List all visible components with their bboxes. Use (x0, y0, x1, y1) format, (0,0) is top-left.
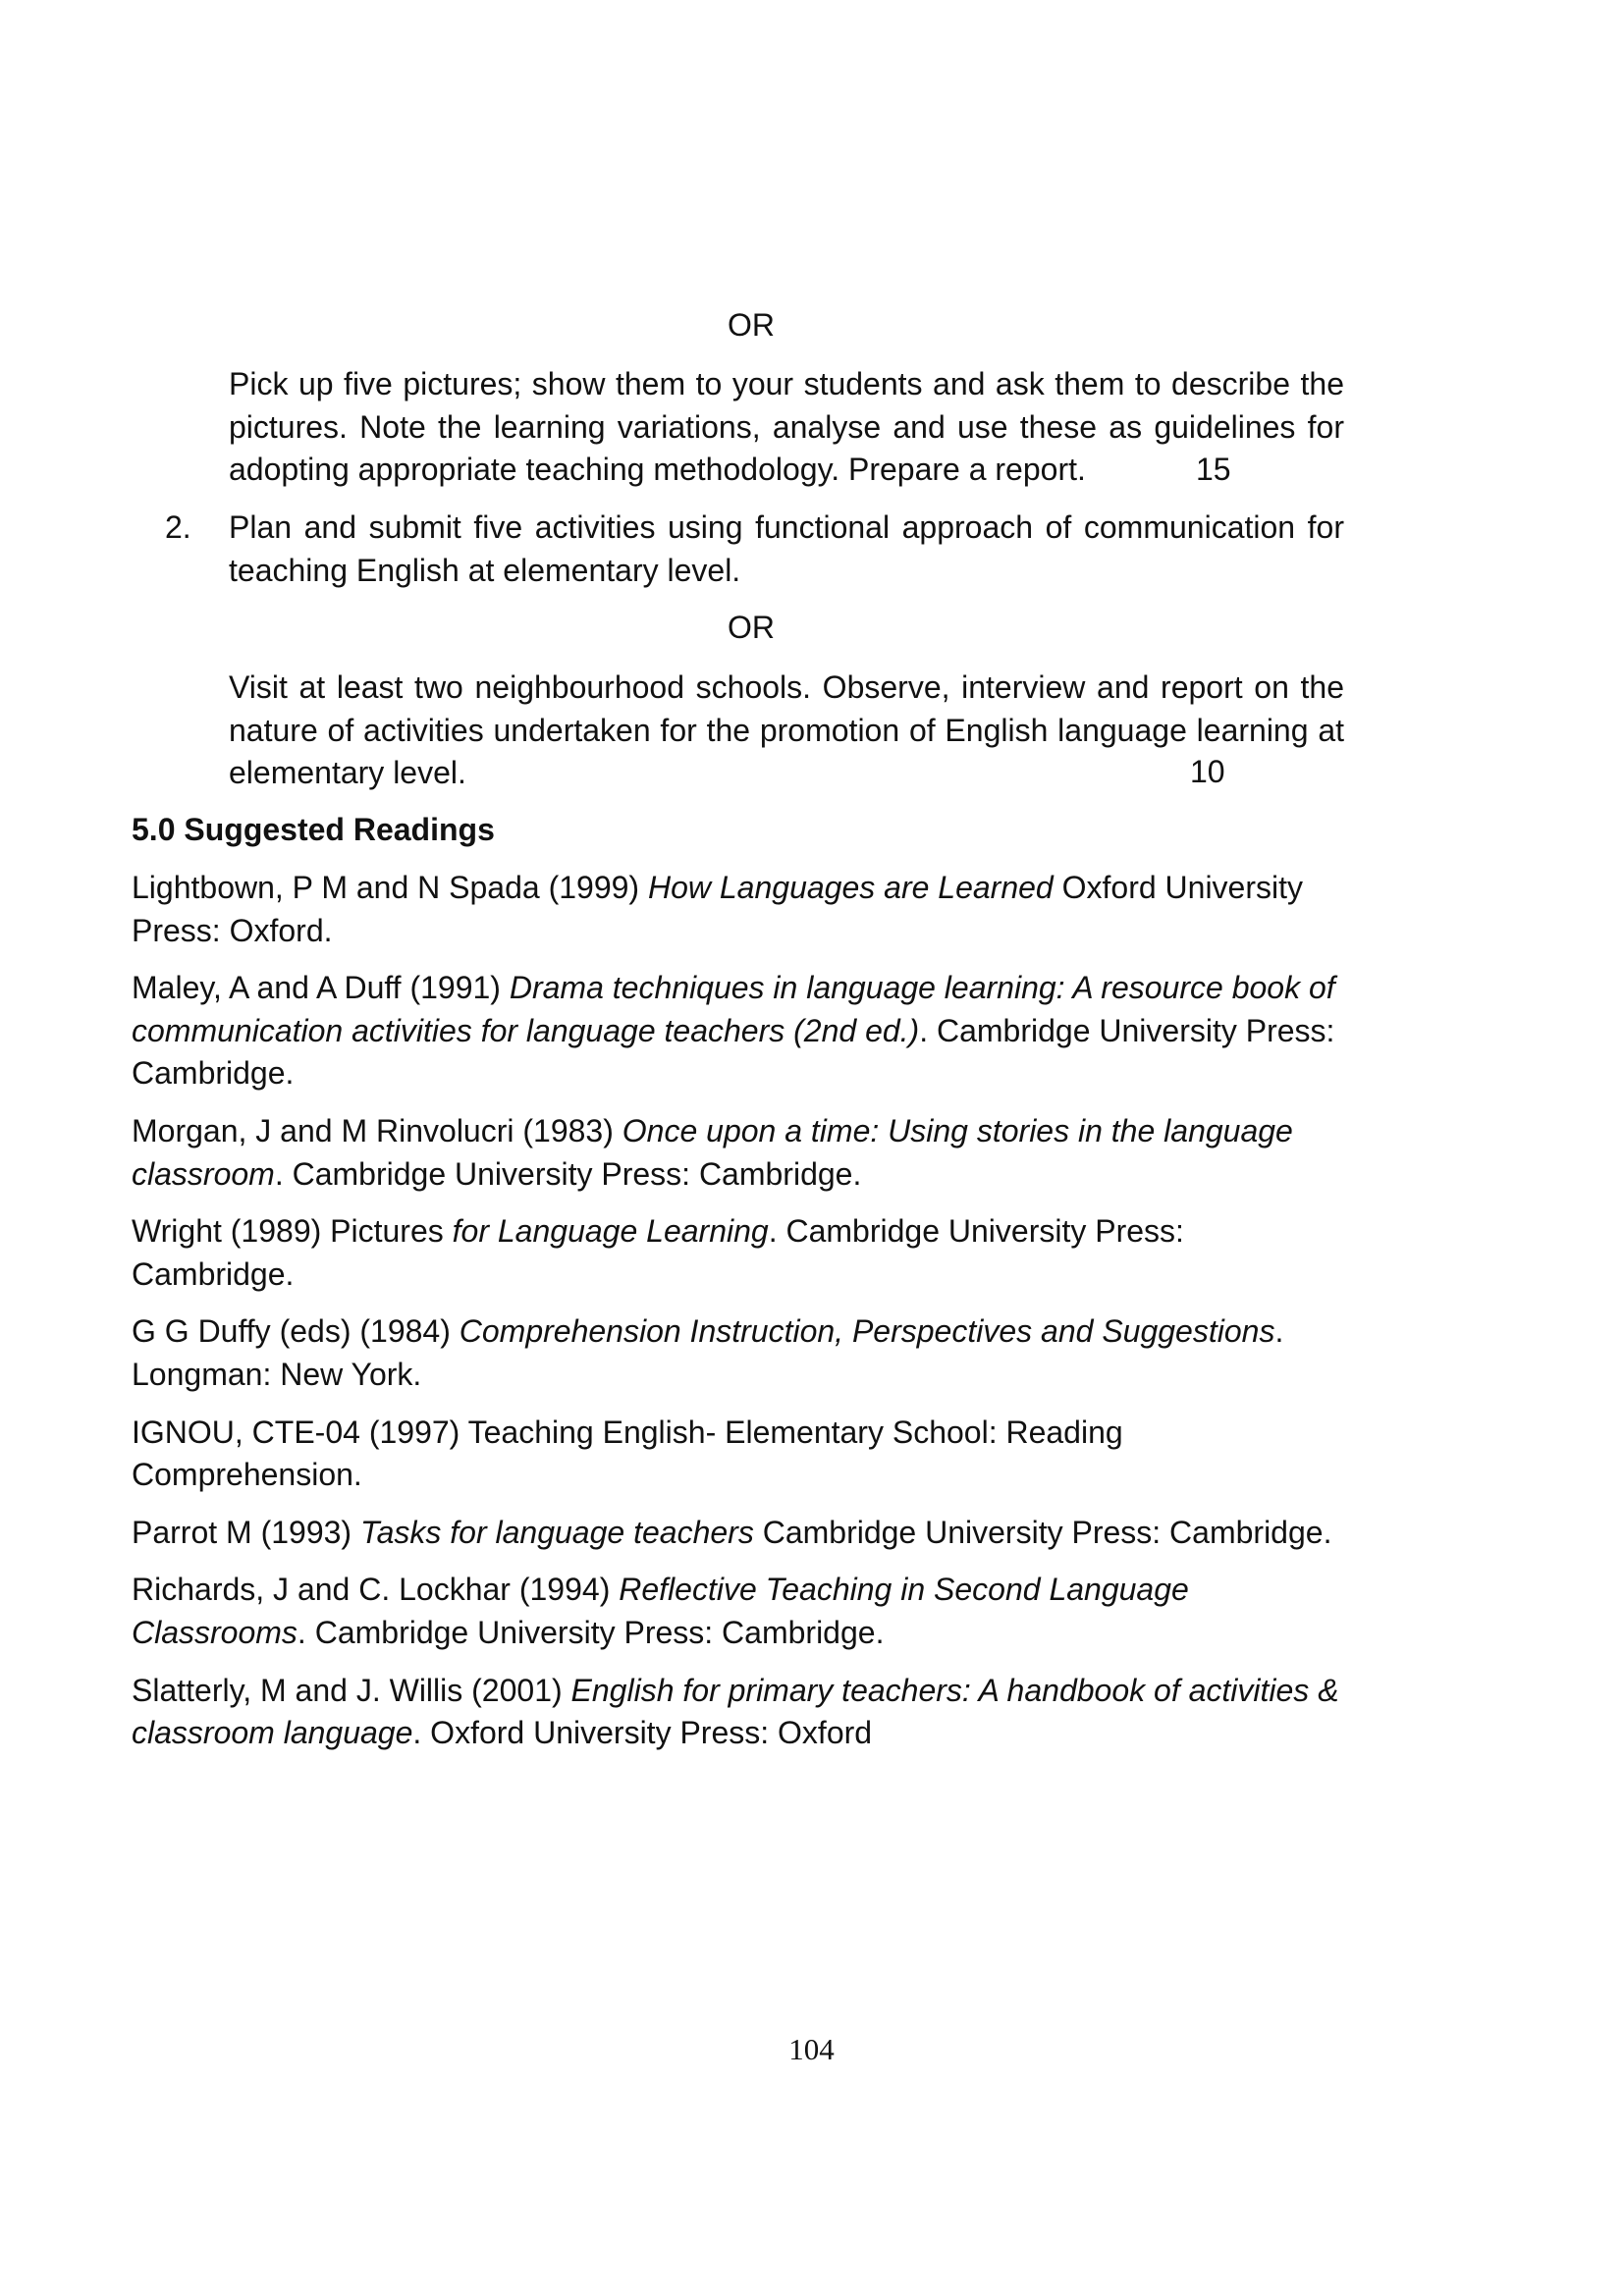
reading-publisher: . Oxford University Press: Oxford (412, 1715, 873, 1751)
reading-publisher: Cambridge University Press: Cambridge. (753, 1514, 1332, 1550)
reading-author: Parrot M (1993) (132, 1514, 360, 1550)
reading-item (132, 1512, 1349, 1555)
reading-title: Reflective Teaching in Second Language Classrooms (132, 1572, 1189, 1650)
page-number: 104 (788, 2032, 835, 2066)
reading-item (132, 967, 1349, 1095)
reading-author: Slatterly, M and J. Willis (2001) (132, 1672, 571, 1708)
reading-item (132, 867, 1349, 952)
activity-alternative-1-text: Pick up five pictures; show them to your students and ask them to describe the pictures. Note the learning variations, analyse and use these as guidelines for adopting appropriate teaching methodology. Prepare a report. (229, 366, 1344, 488)
or-separator-2: OR (728, 610, 775, 645)
reading-author: Maley, A and A Duff (1991) (132, 970, 510, 1006)
reading-publisher: . Cambridge University Press: Cambridge. (132, 1012, 1335, 1092)
activity-alternative-2-text: Visit at least two neighbourhood schools. Observe, interview and report on the nature of activities undertaken for the promotion of English language learning at elementary level. (229, 669, 1344, 791)
reading-title: Comprehension Instruction, Perspectives and Suggestions (459, 1313, 1275, 1350)
reading-publisher: . Cambridge University Press: Cambridge. (274, 1155, 862, 1192)
reading-title: Once upon a time: Using stories in the language classroom (132, 1112, 1293, 1192)
reading-item (132, 1110, 1349, 1196)
reading-author: Morgan, J and M Rinvolucri (1983) (132, 1112, 622, 1148)
reading-title: How Languages are Learned (647, 870, 1054, 905)
reading-item (132, 1569, 1349, 1654)
activity-alternative-2-marks: 10 (1190, 754, 1225, 789)
reading-author: IGNOU, CTE-04 (1997) Teaching English- Elementary School: Reading Comprehension. (132, 1414, 1123, 1493)
or-separator-1: OR (728, 307, 775, 343)
reading-title: for Language Learning (452, 1213, 769, 1250)
reading-publisher: . Cambridge University Press: Cambridge. (297, 1614, 885, 1650)
activity-item-2-text: Plan and submit five activities using functional approach of communication for teaching English at elementary level. (229, 509, 1344, 588)
section-heading-suggested-readings: 5.0 Suggested Readings (132, 812, 495, 847)
activity-alternative-1 (229, 363, 1344, 492)
activity-alternative-2 (229, 667, 1344, 795)
reading-author: Lightbown, P M and N Spada (1999) (132, 870, 648, 905)
reading-publisher: Oxford University Press: Oxford. (132, 870, 1303, 948)
reading-title: Tasks for language teachers (359, 1514, 754, 1550)
reading-author: G G Duffy (eds) (1984) (132, 1313, 460, 1350)
reading-item (132, 1412, 1349, 1497)
activity-alternative-1-marks: 15 (1196, 452, 1231, 487)
reading-publisher: . Longman: New York. (132, 1313, 1284, 1392)
reading-author: Richards, J and C. Lockhar (1994) (132, 1572, 620, 1608)
reading-item (132, 1310, 1349, 1396)
reading-title: Drama techniques in language learning: A resource book of communication activities for language teachers (2nd ed.) (132, 970, 1335, 1048)
reading-publisher: . Cambridge University Press: Cambridge. (132, 1213, 1184, 1292)
reading-list (132, 867, 1349, 1770)
reading-author: Wright (1989) Pictures (132, 1213, 453, 1250)
activity-item-number-2: 2. (165, 509, 191, 545)
reading-title: English for primary teachers: A handbook of activities & classroom language (132, 1672, 1339, 1751)
reading-item (132, 1210, 1349, 1296)
reading-item (132, 1670, 1349, 1755)
activity-item-2 (229, 507, 1344, 592)
